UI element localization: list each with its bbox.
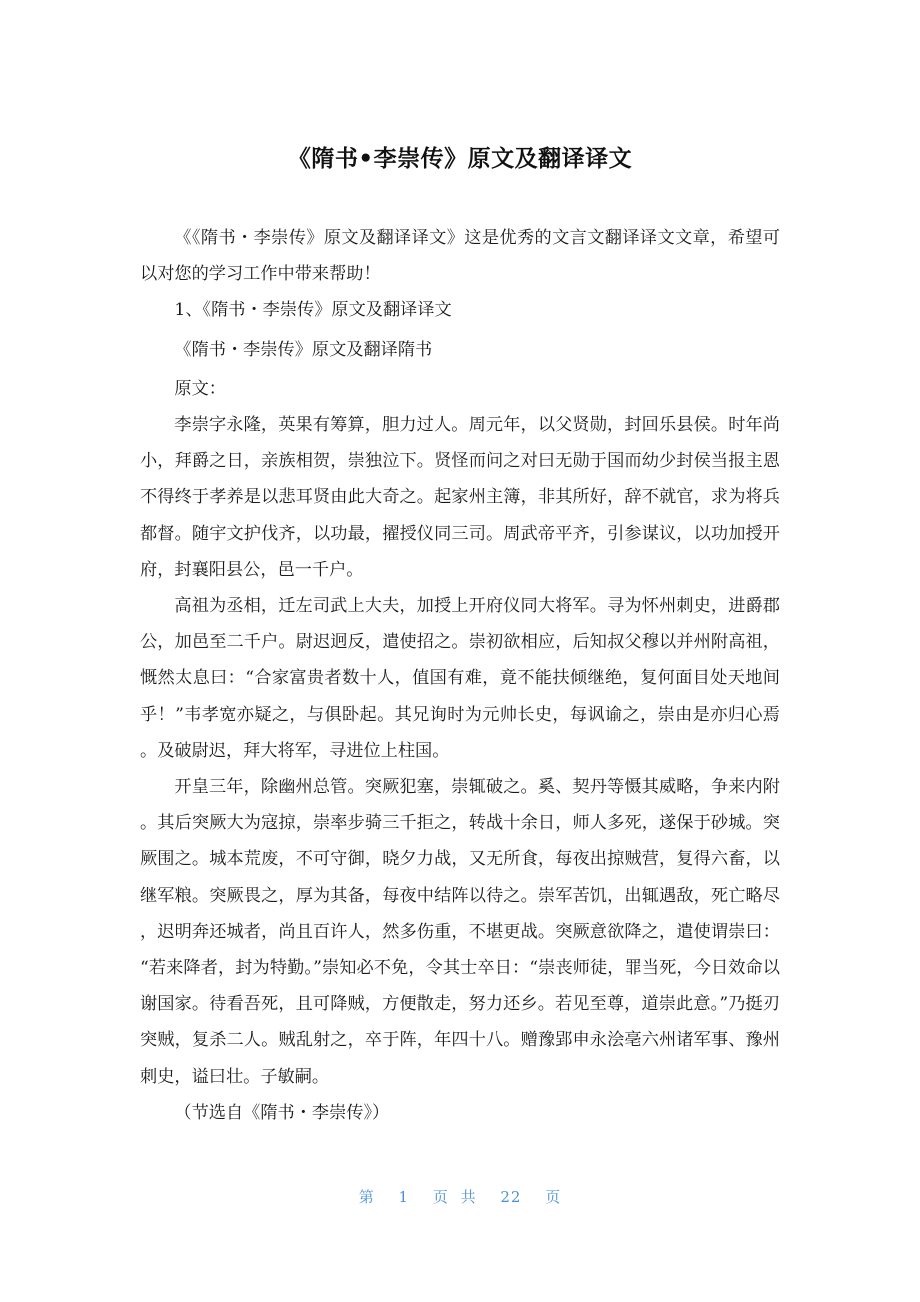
- subsection-heading: 《隋书・李崇传》原文及翻译隋书: [174, 339, 433, 360]
- source-citation: （节选自《隋书・李崇传》）: [174, 1102, 390, 1123]
- page-footer: [0, 1186, 920, 1207]
- footer-page-total: 22: [500, 1188, 522, 1206]
- intro-paragraph: 《《隋书・李崇传》原文及翻译译文》这是优秀的文言文翻译译文文章，希望可以对您的学习工作中带来帮助！: [140, 228, 780, 285]
- footer-suffix: 页: [545, 1188, 562, 1206]
- page-title: 《隋书•李崇传》原文及翻译译文: [287, 146, 633, 172]
- footer-middle: 页 共: [432, 1188, 477, 1206]
- body-paragraph: 高祖为丞相，迁左司武上大夫，加授上开府仪同大将军。寻为怀州刺史，进爵郡公，加邑至二千户。尉迟迥反，遣使招之。崇初欲相应，后知叔父穆以并州附高祖，慨然太息曰：“合家富贵者数十人，值国有难，竟不能扶倾继绝，复何面目处天地间乎！”韦孝宽亦疑之，与俱卧起。其兄询时为元帅长史，每讽谕之，崇由是亦归心焉。及破尉迟，拜大将军，寻进位上柱国。: [140, 596, 780, 761]
- body-paragraph: 李崇字永隆，英果有筹算，胆力过人。周元年，以父贤勋，封回乐县侯。时年尚小，拜爵之日，亲族相贺，崇独泣下。贤怪而问之对曰无勋于国而幼少封侯当报主恩不得终于孝养是以悲耳贤由此大奇之。起家州主簿，非其所好，辞不就官，求为将兵都督。随宇文护伐齐，以功最，擢授仪同三司。周武帝平齐，引参谋议，以功加授开府，封襄阳县公，邑一千户。: [140, 415, 780, 580]
- section-heading: 1、《隋书・李崇传》原文及翻译译文: [174, 300, 452, 321]
- footer-prefix: 第: [358, 1188, 375, 1206]
- body-paragraph: 开皇三年，除幽州总管。突厥犯塞，崇辄破之。奚、契丹等慑其威略，争来内附。其后突厥大为寇掠，崇率步骑三千拒之，转战十余日，师人多死，遂保于砂城。突厥围之。城本荒废，不可守御，晓夕力战，又无所食，每夜出掠贼营，复得六畜，以继军粮。突厥畏之，厚为其备，每夜中结阵以待之。崇军苦饥，出辄遇敌，死亡略尽，迟明奔还城者，尚且百许人，然多伤重，不堪更战。突厥意欲降之，遣使谓崇曰：“若来降者，封为特勤。”崇知必不免，令其士卒日：“崇丧师徒，罪当死，今日效命以谢国家。待看吾死，且可降贼，方便散走，努力还乡。若见至尊，道崇此意。”乃挺刃突贼，复杀二人。贼乱射之，卒于阵，年四十八。赠豫郢申永浍亳六州诸军事、豫州刺史，谥曰壮。子敏嗣。: [140, 777, 780, 1087]
- footer-page-current: 1: [398, 1188, 410, 1206]
- original-text-label: 原文：: [174, 378, 226, 399]
- document-body: [140, 220, 780, 1131]
